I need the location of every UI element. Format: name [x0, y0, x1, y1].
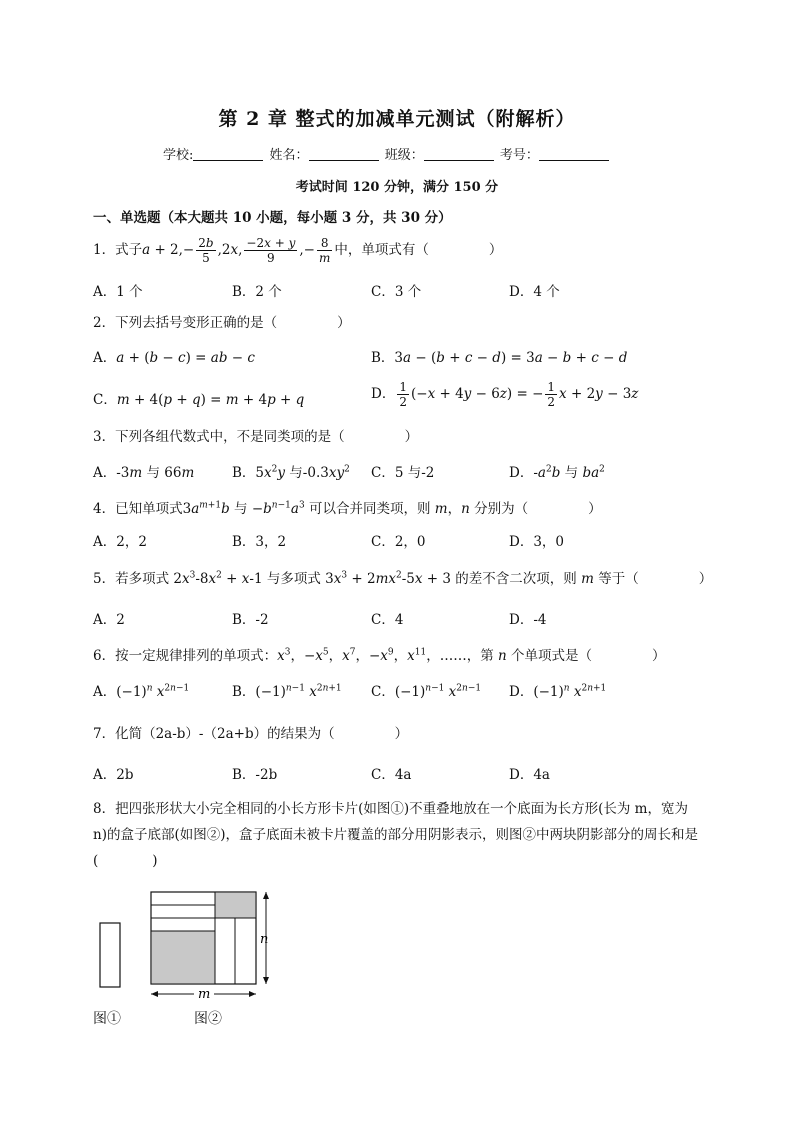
q7-option-c[interactable]: C．4a [371, 767, 412, 783]
question-8: 8．把四张形状大小完全相同的小长方形卡片(如图①)不重叠地放在一个底面为长方形(长为 m，宽为 n)的盒子底部(如图②)，盒子底面未被卡片覆盖的部分用阴影表示，则图②中两块阴影部分的周长和是( ) [93, 801, 698, 869]
q5-option-d[interactable]: D．-4 [509, 612, 547, 628]
class-label: 班级： [384, 148, 424, 163]
card-rectangle [100, 923, 120, 987]
q6-option-b[interactable]: B．$(-1)^{n-1}$ $x^{2n+1}$ [232, 683, 342, 700]
figure-1-label: 图① [93, 1011, 121, 1027]
question-1: 1．式子a + 2,− $\frac{2b}{5}$ ,2x, $\frac{-2x + y}{9}$ ,− $\frac{8}{m}$ 中，单项式有（ ） [93, 236, 503, 265]
q2-option-c[interactable]: C．m + 4(p + q) = m + 4p + q [93, 392, 305, 408]
school-blank[interactable] [193, 148, 263, 161]
q2-option-d[interactable]: D． $\frac{1}{2}$ (−x + 4y − 6z) = − $\frac{1}{2}$ x + 2y − 3z [371, 380, 639, 409]
school-label: 学校: [163, 148, 194, 163]
q4-option-c[interactable]: C．2，0 [371, 534, 426, 550]
name-label: 姓名： [269, 148, 309, 163]
q4-option-b[interactable]: B．3，2 [232, 534, 287, 550]
q4-option-a[interactable]: A．2，2 [93, 534, 147, 550]
q5-option-c[interactable]: C．4 [371, 612, 404, 628]
question-6: 6．按一定规律排列的单项式：$x^3$，$-x^5$，$x^7$，$-x^9$，$x^{11}$，……，第 n 个单项式是（ ） [93, 647, 666, 664]
q5-option-b[interactable]: B．-2 [232, 612, 269, 628]
q6-option-c[interactable]: C．$(-1)^{n-1}$ $x^{2n-1}$ [371, 683, 482, 700]
page-title: 第 2 章 整式的加减单元测试（附解析） [218, 108, 576, 130]
q3-option-c[interactable]: C．5 与-2 [371, 465, 435, 481]
q4-option-d[interactable]: D．3，0 [509, 534, 565, 550]
section-title: 一、单选题（本大题共 10 小题，每小题 3 分，共 30 分） [93, 210, 452, 226]
q7-option-a[interactable]: A．2b [93, 767, 134, 783]
q7-option-d[interactable]: D．4a [509, 767, 550, 783]
q2-option-a[interactable]: A．a + (b − c) = ab − c [93, 350, 255, 366]
q1-option-a[interactable]: A．1 个 [93, 284, 143, 300]
q7-option-b[interactable]: B．-2b [232, 767, 278, 783]
q6-option-a[interactable]: A．$(-1)^n$ $x^{2n-1}$ [93, 683, 190, 700]
question-2: 2．下列去括号变形正确的是（ ） [93, 315, 351, 331]
question-7: 7．化简（2a-b）-（2a+b）的结果为（ ） [93, 726, 409, 742]
q6-option-d[interactable]: D．$(-1)^n$ $x^{2n+1}$ [509, 683, 607, 700]
q3-option-d[interactable]: D．$-a^2b$ 与 $ba^2$ [509, 464, 605, 481]
dim-n-label: n [260, 932, 269, 947]
q1-option-d[interactable]: D．4 个 [509, 284, 560, 300]
number-label: 考号： [499, 148, 539, 163]
q3-option-a[interactable]: A．-3m 与 66m [93, 465, 195, 481]
q1-option-b[interactable]: B．2 个 [232, 284, 282, 300]
q1-option-c[interactable]: C．3 个 [371, 284, 422, 300]
shaded-region-bottom [151, 931, 215, 984]
rectangle-figure [90, 885, 290, 1010]
shaded-region-top [215, 892, 256, 918]
class-blank[interactable] [424, 148, 494, 161]
q2-option-b[interactable]: B．3a − (b + c − d) = 3a − b + c − d [371, 350, 628, 366]
exam-info: 考试时间 120 分钟，满分 150 分 [295, 180, 499, 195]
dim-m-label: m [198, 987, 211, 1002]
figure-2-label: 图② [194, 1011, 222, 1027]
question-4: 4．已知单项式$3a^{m+1}b$ 与 $-b^{n-1}a^3$ 可以合并同类项，则 m，n 分别为（ ） [93, 500, 602, 517]
name-blank[interactable] [309, 148, 379, 161]
question-3: 3．下列各组代数式中，不是同类项的是（ ） [93, 429, 419, 445]
q3-option-b[interactable]: B．$5x^2y$ 与$-0.3xy^2$ [232, 464, 350, 481]
number-blank[interactable] [539, 148, 609, 161]
question-5: 5．若多项式 $2x^3-8x^2 + x-1$ 与多项式 $3x^3 + 2mx^2-5x + 3$ 的差不含二次项，则 m 等于（ ） [93, 570, 713, 587]
q5-option-a[interactable]: A．2 [93, 612, 125, 628]
student-info-line [163, 144, 611, 163]
